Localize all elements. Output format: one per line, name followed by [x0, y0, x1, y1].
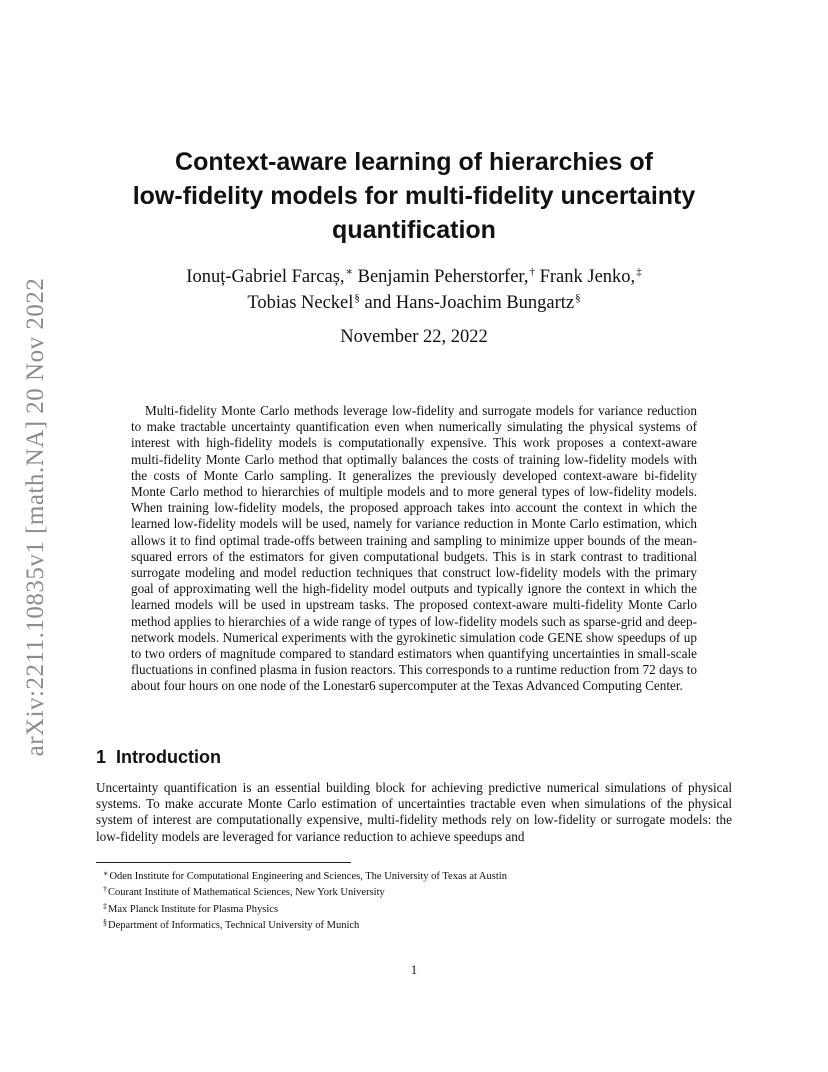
- publication-date: November 22, 2022: [340, 327, 488, 347]
- author-affiliation-mark: ∗: [345, 266, 353, 278]
- footnote: [103, 900, 723, 916]
- footnote-text: Max Planck Institute for Plasma Physics: [108, 903, 279, 915]
- author-conjunction: and: [364, 293, 392, 313]
- footnote-mark: †: [103, 885, 107, 895]
- section-title: Introduction: [116, 747, 221, 767]
- footnote-divider: [96, 862, 351, 863]
- title-line-1: Context-aware learning of hierarchies of: [175, 148, 653, 176]
- footnote-mark: §: [103, 918, 107, 928]
- author-name: Ionuț-Gabriel Farcaș,: [186, 267, 345, 287]
- author-name: Benjamin Peherstorfer,: [357, 267, 529, 287]
- introduction-paragraph: Uncertainty quantification is an essential building block for achieving predictive numerical simulations of physical systems. To make accurate Monte Carlo estimation of uncertainties tractable even when simulations of the physical system of interest are computationally expensive, multi-fidelity methods rely on low-fidelity or surrogate models: the low-fidelity models are leveraged for variance reduction to achieve speedups and: [96, 780, 732, 844]
- footnote-mark: ‡: [103, 901, 107, 911]
- footnote-text: Courant Institute of Mathematical Sciences, New York University: [108, 887, 385, 899]
- author-name: Hans-Joachim Bungartz: [395, 293, 575, 313]
- footnote-text: Oden Institute for Computational Engineering and Sciences, The University of Texas at Austin: [109, 871, 507, 882]
- footnotes: [103, 867, 723, 933]
- author-line-2: [96, 290, 732, 316]
- author-affiliation-mark: §: [354, 292, 360, 304]
- author-affiliation-mark: §: [575, 292, 581, 304]
- author-affiliation-mark: †: [529, 266, 535, 278]
- arxiv-identifier: arXiv:2211.10835v1 [math.NA] 20 Nov 2022: [22, 277, 49, 757]
- author-name: Tobias Neckel: [247, 293, 354, 313]
- author-name: Frank Jenko,: [539, 267, 636, 287]
- footnote: [103, 867, 723, 883]
- title-line-2: low-fidelity models for multi-fidelity uncertainty: [132, 182, 696, 210]
- section-number: 1: [96, 747, 107, 767]
- footnote: [103, 916, 723, 932]
- footnote-mark: ∗: [103, 869, 109, 878]
- author-affiliation-mark: ‡: [636, 266, 642, 278]
- abstract: Multi-fidelity Monte Carlo methods leverage low-fidelity and surrogate models for variance reduction to make tractable uncertainty quantification even when numerically simulating the physical systems of interest with high-fidelity models is computationally expensive. This work proposes a context-aware multi-fidelity Monte Carlo method that optimally balances the costs of training low-fidelity models with the costs of Monte Carlo sampling. It generalizes the previously developed context-aware bi-fidelity Monte Carlo method to hierarchies of multiple models and to more general types of low-fidelity models. When training low-fidelity models, the proposed approach takes into account the context in which the learned low-fidelity models will be used, namely for variance reduction in Monte Carlo estimation, which allows it to find optimal trade-offs between training and sampling to minimize upper bounds of the mean-squared errors of the estimators for given computational budgets. This is in stark contrast to traditional surrogate modeling and model reduction techniques that construct low-fidelity models with the primary goal of approximating well the high-fidelity model outputs and typically ignore the context in which the learned models will be used in upstream tasks. The proposed context-aware multi-fidelity Monte Carlo method applies to hierarchies of a wide range of types of low-fidelity models such as sparse-grid and deep-network models. Numerical experiments with the gyrokinetic simulation code GENE show speedups of up to two orders of magnitude compared to standard estimators when quantifying uncertainties in small-scale fluctuations in confined plasma in fusion reactors. This corresponds to a runtime reduction from 72 days to about four hours on one node of the Lonestar6 supercomputer at the Texas Advanced Computing Center.: [131, 403, 697, 694]
- paper-title: [96, 145, 732, 247]
- footnote-text: Department of Informatics, Technical University of Munich: [108, 920, 360, 932]
- title-line-3: quantification: [332, 216, 496, 244]
- arxiv-stamp: [12, 262, 60, 772]
- page-number: 1: [410, 962, 418, 977]
- author-line-1: [96, 264, 732, 290]
- author-list: [96, 264, 732, 316]
- section-heading: [96, 747, 221, 768]
- footnote: [103, 883, 723, 899]
